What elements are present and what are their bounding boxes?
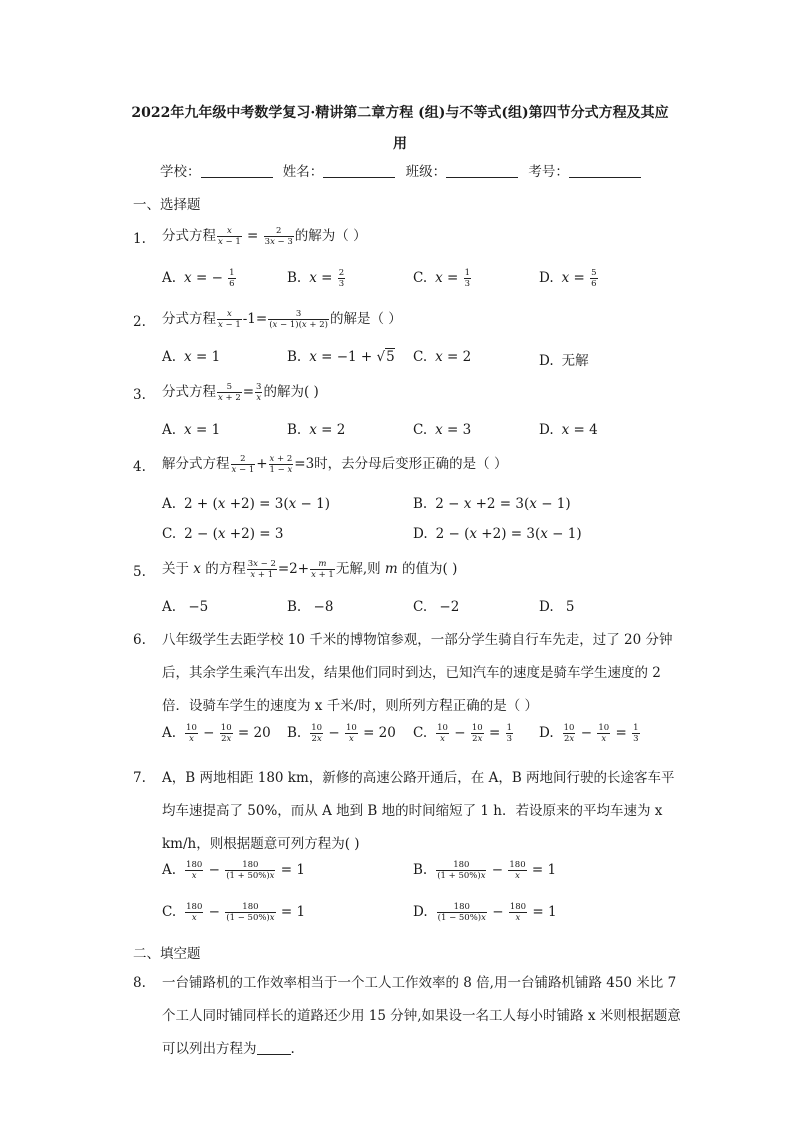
q2-option-b[interactable]: B. x = −1 + √5	[287, 349, 395, 365]
q7-stem: A，B 两地相距 180 km，新修的高速公路开通后，在 A，B 两地间行驶的长途客车平均车速提高了 50%，而从 A 地到 B 地的时间缩短了 1 h．若设原来的平均车速为 x km/h，则根据题意可列方程为( )	[162, 770, 675, 852]
q3-number: 3.	[133, 387, 146, 403]
q6-option-b[interactable]: B. $\frac{10}{2x}$ − $\frac{10}{x}$ = 20	[287, 723, 396, 744]
name-label: 姓名：	[282, 164, 324, 180]
q1-option-b[interactable]: B. x = $\frac{2}{3}$	[287, 268, 345, 289]
number-blank[interactable]	[569, 163, 641, 178]
q7-option-a[interactable]: A. $\frac{180}{x}$ − $\frac{180}{(1 + 50\%)x}$ = 1	[162, 860, 305, 881]
q6-option-c[interactable]: C. $\frac{10}{x}$ − $\frac{10}{2x}$ = $\frac{1}{3}$	[413, 723, 513, 744]
q2-option-c[interactable]: C. x = 2	[413, 349, 472, 365]
school-label: 学校：	[160, 164, 201, 180]
q5-option-c[interactable]: C. −2	[413, 599, 460, 615]
q4-number: 4.	[133, 459, 146, 475]
page-title	[120, 98, 680, 160]
q4-option-b[interactable]: B. 2 − x +2 = 3(x − 1)	[413, 496, 571, 512]
number-label: 考号：	[528, 164, 569, 180]
school-blank[interactable]	[201, 163, 273, 178]
q4-stem: 解分式方程 $\frac{2}{x - 1}$ + $\frac{x + 2}{1 - x}$ =3时，去分母后变形正确的是（ ）	[162, 454, 508, 475]
q8-stem: 一台铺路机的工作效率相当于一个工人工作效率的 8 倍,用一台铺路机铺路 450 米比 7 个工人同时铺同样长的道路还少用 15 分钟,如果设一名工人每小时铺路 x 米则根据题意可以列出方程为 .	[162, 975, 681, 1057]
q6-number: 6.	[133, 632, 146, 648]
q1-option-c[interactable]: C. x = $\frac{1}{3}$	[413, 268, 471, 289]
q2-option-a[interactable]: A. x = 1	[162, 349, 221, 365]
q3-stem: 分式方程 $\frac{5}{x + 2}$ = $\frac{3}{x}$ 的解为( )	[162, 382, 319, 403]
q4-option-a[interactable]: A. 2 + (x +2) = 3(x − 1)	[162, 496, 331, 512]
q2-option-d[interactable]: D. 无解	[539, 353, 589, 369]
q1-option-a[interactable]: A. x = − $\frac{1}{6}$	[162, 268, 235, 289]
q5-option-b[interactable]: B. −8	[287, 599, 334, 615]
q1-stem: 分式方程 $\frac{x}{x - 1}$ = $\frac{2}{3x - 3}$ 的解为（ ）	[162, 226, 367, 247]
q3-option-b[interactable]: B. x = 2	[287, 422, 346, 438]
q8-number: 8.	[133, 975, 146, 991]
title-line-1: 2022年九年级中考数学复习·精讲第二章方程 (组)与不等式(组)第四节分式方程及其应	[131, 105, 669, 121]
q6-option-d[interactable]: D. $\frac{10}{2x}$ − $\frac{10}{x}$ = $\frac{1}{3}$	[539, 723, 639, 744]
q5-option-a[interactable]: A. −5	[162, 599, 209, 615]
student-info-row	[160, 160, 647, 180]
q8-answer-blank[interactable]	[257, 1042, 291, 1055]
q6-stem: 八年级学生去距学校 10 千米的博物馆参观，一部分学生骑自行车先走，过了 20 分钟后，其余学生乘汽车出发，结果他们同时到达，已知汽车的速度是骑车学生速度的 2 倍．设骑车学生的速度为 x 千米/时，则所列方程正确的是（ ）	[162, 632, 673, 714]
class-blank[interactable]	[446, 163, 518, 178]
q6-option-a[interactable]: A. $\frac{10}{x}$ − $\frac{10}{2x}$ = 20	[162, 723, 271, 744]
q3-option-c[interactable]: C. x = 3	[413, 422, 472, 438]
q3-option-a[interactable]: A. x = 1	[162, 422, 221, 438]
q5-option-d[interactable]: D. 5	[539, 599, 575, 615]
q7-number: 7.	[133, 770, 146, 786]
q7-option-d[interactable]: D. $\frac{180}{(1 - 50\%)x}$ − $\frac{180}{x}$ = 1	[413, 902, 557, 923]
q2-number: 2.	[133, 314, 146, 330]
section-choice-heading: 一、选择题	[133, 197, 201, 213]
q5-stem: 关于 x 的方程 $\frac{3x - 2}{x + 1}$ =2+ $\frac{m}{x + 1}$ 无解,则 m 的值为( )	[162, 559, 458, 580]
q3-option-d[interactable]: D. x = 4	[539, 422, 598, 438]
q4-option-c[interactable]: C. 2 − (x +2) = 3	[162, 526, 284, 542]
title-line-2: 用	[393, 136, 407, 152]
q7-option-b[interactable]: B. $\frac{180}{(1 + 50\%)x}$ − $\frac{180}{x}$ = 1	[413, 860, 557, 881]
q2-stem: 分式方程 $\frac{x}{x - 1}$ -1= $\frac{3}{(x - 1)(x + 2)}$ 的解是（ ）	[162, 309, 402, 330]
q1-option-d[interactable]: D. x = $\frac{5}{6}$	[539, 268, 597, 289]
class-label: 班级：	[405, 164, 447, 180]
q4-option-d[interactable]: D. 2 − (x +2) = 3(x − 1)	[413, 526, 582, 542]
q7-option-c[interactable]: C. $\frac{180}{x}$ − $\frac{180}{(1 - 50\%)x}$ = 1	[162, 902, 306, 923]
name-blank[interactable]	[323, 163, 395, 178]
q5-number: 5.	[133, 564, 146, 580]
section-fill-heading: 二、填空题	[133, 946, 201, 962]
q1-number: 1.	[133, 231, 146, 247]
